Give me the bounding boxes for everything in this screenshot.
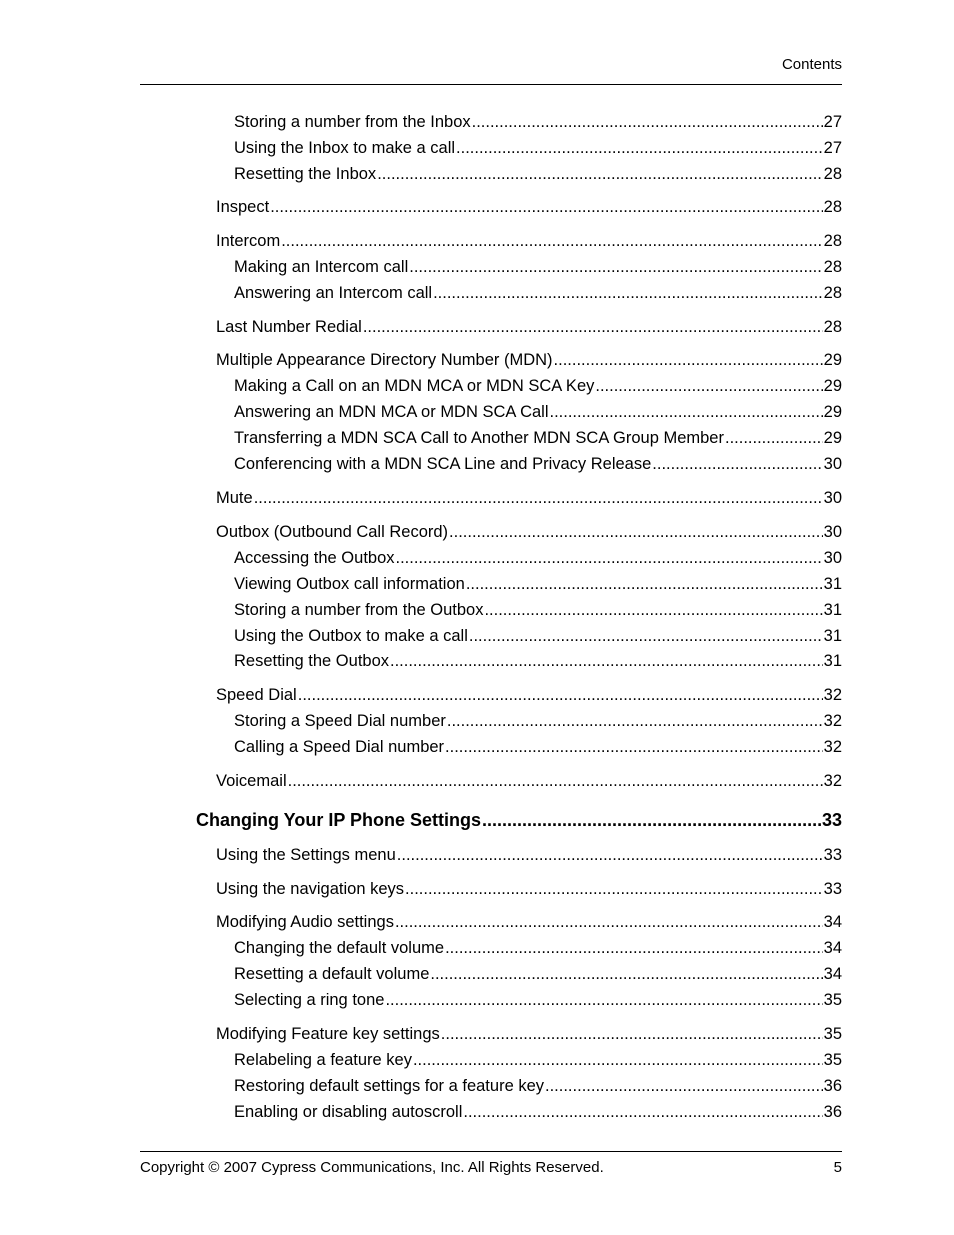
toc-entry-title: Using the Settings menu (216, 846, 396, 864)
toc-entry[interactable] (234, 282, 842, 304)
toc-entry-title: Changing the default volume (234, 939, 445, 957)
toc-entry-page: 27 (823, 139, 842, 157)
toc-leader-dots (484, 599, 822, 621)
toc-entry-title: Changing Your IP Phone Settings (196, 810, 482, 830)
toc-entry-title: Conferencing with a MDN SCA Line and Privacy Release (234, 455, 652, 473)
toc-entry-page: 33 (821, 810, 842, 830)
toc-entry-page: 36 (823, 1077, 842, 1095)
toc-entry-title: Mute (216, 489, 253, 507)
toc-entry-page: 28 (823, 284, 842, 302)
toc-entry[interactable] (234, 650, 842, 672)
toc-entry[interactable] (216, 844, 842, 866)
footer-page-number: 5 (833, 1159, 842, 1176)
toc-entry[interactable] (216, 316, 842, 338)
toc-leader-dots (441, 1023, 823, 1045)
toc-entry-page: 35 (823, 1051, 842, 1069)
toc-entry-page: 28 (823, 232, 842, 250)
toc-entry-title: Outbox (Outbound Call Record) (216, 523, 449, 541)
toc-entry-title: Selecting a ring tone (234, 991, 385, 1009)
toc-entry-page: 28 (823, 198, 842, 216)
toc-leader-dots (409, 256, 822, 278)
toc-entry-title: Modifying Audio settings (216, 913, 394, 931)
toc-entry-page: 31 (823, 627, 842, 645)
toc-entry-page: 32 (823, 772, 842, 790)
footer-copyright: Copyright © 2007 Cypress Communications, Inc. All Rights Reserved. (140, 1159, 604, 1176)
toc-entry-page: 35 (823, 991, 842, 1009)
toc-entry-title: Answering an Intercom call (234, 284, 433, 302)
toc-entry[interactable] (234, 573, 842, 595)
toc-entry-title: Storing a number from the Inbox (234, 113, 471, 131)
toc-leader-dots (281, 230, 822, 252)
toc-entry-title: Storing a number from the Outbox (234, 601, 484, 619)
toc-leader-dots (472, 111, 823, 133)
toc-entry[interactable] (234, 401, 842, 423)
toc-entry[interactable] (234, 111, 842, 133)
toc-entry[interactable] (216, 911, 842, 933)
toc-leader-dots (469, 625, 823, 647)
toc-entry-page: 30 (823, 455, 842, 473)
toc-entry-page: 28 (823, 165, 842, 183)
toc-entry-page: 30 (823, 523, 842, 541)
toc-leader-dots (445, 937, 823, 959)
toc-entry-title: Storing a Speed Dial number (234, 712, 446, 730)
toc-entry-page: 34 (823, 939, 842, 957)
toc-leader-dots (449, 521, 823, 543)
toc-leader-dots (377, 163, 822, 185)
toc-entry[interactable] (234, 625, 842, 647)
toc-leader-dots (288, 770, 823, 792)
toc-entry-page: 29 (823, 403, 842, 421)
toc-entry[interactable] (234, 599, 842, 621)
toc-entry-title: Intercom (216, 232, 281, 250)
toc-entry-title: Resetting the Inbox (234, 165, 377, 183)
toc-entry-title: Viewing Outbox call information (234, 575, 465, 593)
toc-leader-dots (298, 684, 823, 706)
toc-entry-page: 32 (823, 712, 842, 730)
toc-entry[interactable] (234, 937, 842, 959)
toc-entry-page: 32 (823, 686, 842, 704)
toc-entry-title: Answering an MDN MCA or MDN SCA Call (234, 403, 549, 421)
toc-leader-dots (270, 196, 822, 218)
toc-entry[interactable] (234, 963, 842, 985)
toc-entry-title: Making a Call on an MDN MCA or MDN SCA Key (234, 377, 595, 395)
toc-leader-dots (254, 487, 823, 509)
toc-entry[interactable] (234, 256, 842, 278)
toc-entry-page: 34 (823, 913, 842, 931)
toc-entry[interactable] (216, 521, 842, 543)
toc-entry-title: Restoring default settings for a feature key (234, 1077, 545, 1095)
toc-entry[interactable] (234, 375, 842, 397)
toc-leader-dots (390, 650, 823, 672)
toc-leader-dots (385, 989, 822, 1011)
toc-entry[interactable] (216, 349, 842, 371)
toc-leader-dots (430, 963, 822, 985)
toc-entry[interactable] (234, 1075, 842, 1097)
toc-entry-title: Transferring a MDN SCA Call to Another MDN SCA Group Member (234, 429, 724, 447)
toc-leader-dots (463, 1101, 822, 1123)
toc-entry-title: Speed Dial (216, 686, 297, 704)
toc-entry-page: 34 (823, 965, 842, 983)
toc-entry[interactable] (234, 1101, 842, 1123)
toc-leader-dots (652, 453, 822, 475)
toc-leader-dots (725, 427, 823, 449)
toc-entry-page: 36 (823, 1103, 842, 1121)
toc-entry[interactable] (234, 989, 842, 1011)
toc-entry[interactable] (234, 427, 842, 449)
toc-entry-title: Multiple Appearance Directory Number (MDN) (216, 351, 553, 369)
toc-entry-page: 33 (823, 846, 842, 864)
toc-leader-dots (433, 282, 823, 304)
toc-entry[interactable] (234, 1049, 842, 1071)
toc-leader-dots (363, 316, 823, 338)
toc-entry[interactable] (234, 710, 842, 732)
footer-rule (140, 1151, 842, 1152)
toc-leader-dots (396, 547, 823, 569)
toc-entry-page: 28 (823, 318, 842, 336)
toc-entry[interactable] (234, 163, 842, 185)
toc-entry-title: Using the Outbox to make a call (234, 627, 468, 645)
toc-entry-title: Using the Inbox to make a call (234, 139, 456, 157)
toc-leader-dots (447, 710, 823, 732)
toc-entry[interactable] (216, 487, 842, 509)
toc-entry-page: 28 (823, 258, 842, 276)
toc-entry-page: 30 (823, 489, 842, 507)
toc-leader-dots (405, 878, 823, 900)
header-section-title: Contents (781, 56, 842, 73)
toc-entry[interactable] (234, 137, 842, 159)
toc-entry-title: Relabeling a feature key (234, 1051, 412, 1069)
toc-entry[interactable] (216, 684, 842, 706)
toc-entry[interactable] (234, 453, 842, 475)
toc-entry-title: Last Number Redial (216, 318, 362, 336)
toc-entry[interactable] (234, 736, 842, 758)
toc-entry-page: 35 (823, 1025, 842, 1043)
toc-leader-dots (595, 375, 822, 397)
toc-entry-page: 32 (823, 738, 842, 756)
toc-entry-title: Accessing the Outbox (234, 549, 395, 567)
toc-entry-title: Modifying Feature key settings (216, 1025, 440, 1043)
toc-entry[interactable] (216, 230, 842, 252)
toc-leader-dots (397, 844, 823, 866)
toc-entry[interactable] (216, 1023, 842, 1045)
toc-entry[interactable] (216, 770, 842, 792)
toc-leader-dots (395, 911, 823, 933)
toc-leader-dots (456, 137, 823, 159)
toc-leader-dots (554, 349, 823, 371)
toc-entry-title: Calling a Speed Dial number (234, 738, 445, 756)
toc-entry-title: Resetting the Outbox (234, 652, 390, 670)
toc-entry[interactable] (196, 809, 842, 831)
toc-leader-dots (466, 573, 823, 595)
toc-entry-page: 29 (823, 429, 842, 447)
toc-entry-title: Making an Intercom call (234, 258, 409, 276)
toc-entry-page: 27 (823, 113, 842, 131)
toc-entry-page: 33 (823, 880, 842, 898)
toc-entry-title: Using the navigation keys (216, 880, 405, 898)
toc-entry-page: 30 (823, 549, 842, 567)
toc-leader-dots (413, 1049, 823, 1071)
toc-entry-title: Enabling or disabling autoscroll (234, 1103, 463, 1121)
toc-leader-dots (445, 736, 823, 758)
toc-leader-dots (545, 1075, 823, 1097)
toc-entry-page: 29 (823, 377, 842, 395)
toc-entry-title: Resetting a default volume (234, 965, 430, 983)
toc-leader-dots (550, 401, 823, 423)
toc-entry-page: 31 (823, 575, 842, 593)
toc-leader-dots (482, 809, 821, 831)
toc-entry-page: 31 (823, 601, 842, 619)
toc-entry[interactable] (216, 196, 842, 218)
toc-entry-title: Inspect (216, 198, 270, 216)
toc-entry-title: Voicemail (216, 772, 287, 790)
toc-entry[interactable] (216, 878, 842, 900)
toc-entry-page: 31 (823, 652, 842, 670)
toc-entry[interactable] (234, 547, 842, 569)
toc-entry-page: 29 (823, 351, 842, 369)
